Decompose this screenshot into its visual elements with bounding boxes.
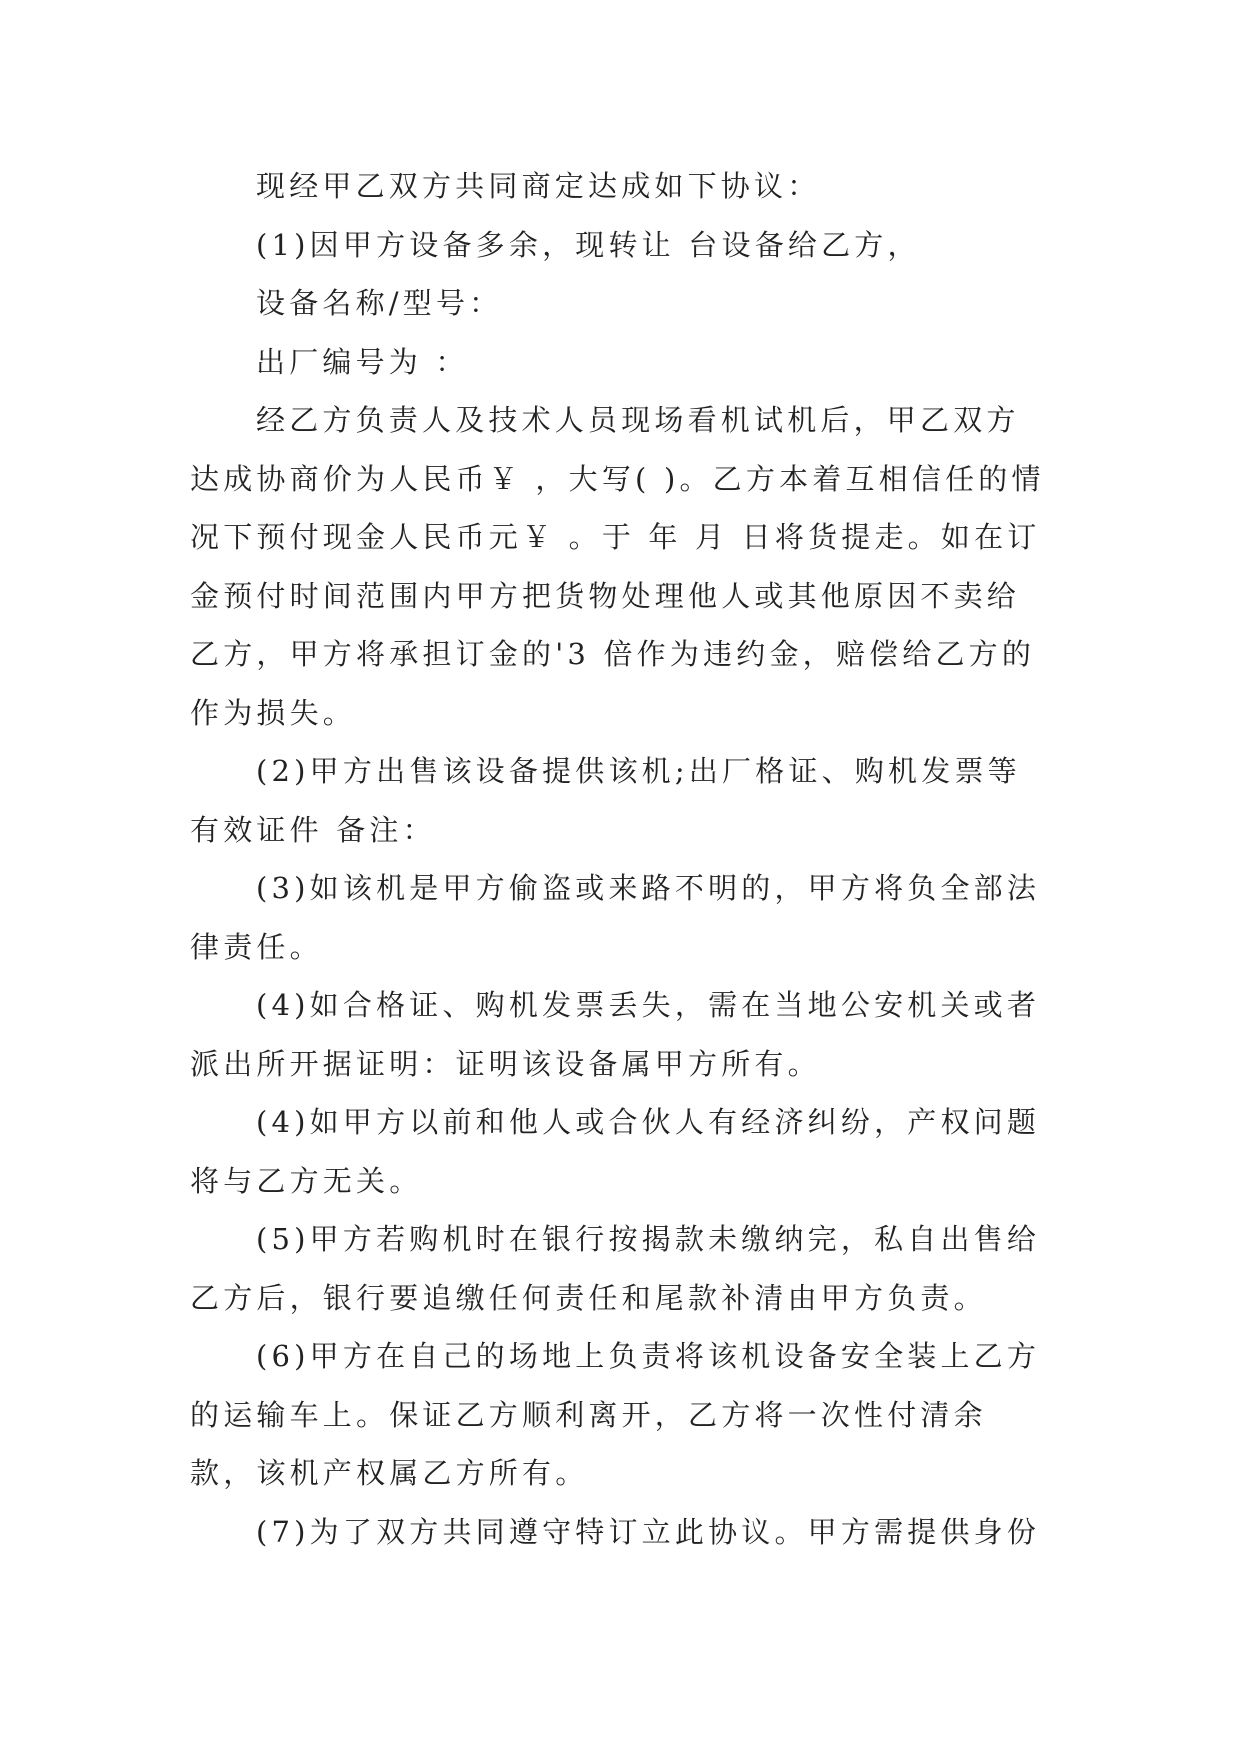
equipment-model: 设备名称/型号： [256, 286, 503, 320]
clause-6-loading: (6)甲方在自己的场地上负责将该机设备安全装上乙方的运输车上。保证乙方顺利离开，乙方将一次性付清余款，该机产权属乙方所有。 [190, 1339, 1041, 1490]
paragraph-intro: 现经甲乙双方共同商定达成如下协议： [256, 169, 821, 203]
clause-5-mortgage: (5)甲方若购机时在银行按揭款未缴纳完，私自出售给乙方后，银行要追缴任何责任和尾款补清由甲方负责。 [190, 1222, 1041, 1315]
clause-7-agreement: (7)为了双方共同遵守特订立此协议。甲方需提供身份 [256, 1514, 1041, 1549]
agreement-body [190, 157, 1050, 1561]
serial-number: 出厂编号为 ： [256, 344, 469, 379]
clause-2-documents: (2)甲方出售该设备提供该机;出厂格证、购机发票等有效证件 备注： [190, 754, 1021, 847]
clause-4-lost-certificate: (4)如合格证、购机发票丢失，需在当地公安机关或者派出所开据证明：证明该设备属甲方所有。 [190, 988, 1041, 1081]
clause-3-liability: (3)如该机是甲方偷盗或来路不明的，甲方将负全部法律责任。 [190, 871, 1041, 964]
clause-4-disputes: (4)如甲方以前和他人或合伙人有经济纠纷，产权问题将与乙方无关。 [190, 1105, 1041, 1198]
clause-1-transfer: (1)因甲方设备多余，现转让 台设备给乙方， [256, 227, 921, 262]
price-deposit-terms: 经乙方负责人及技术人员现场看机试机后，甲乙双方达成协商价为人民币￥ ，大写( )。乙方本着互相信任的情况下预付现金人民币元￥ 。于 年 月 日将货提走。如在订金预付时间范围内甲方把货物处理他人或其他原因不卖给乙方，甲方将承担订金的'3 倍作为违约金，赔偿给乙方的作为损失。 [190, 403, 1045, 730]
